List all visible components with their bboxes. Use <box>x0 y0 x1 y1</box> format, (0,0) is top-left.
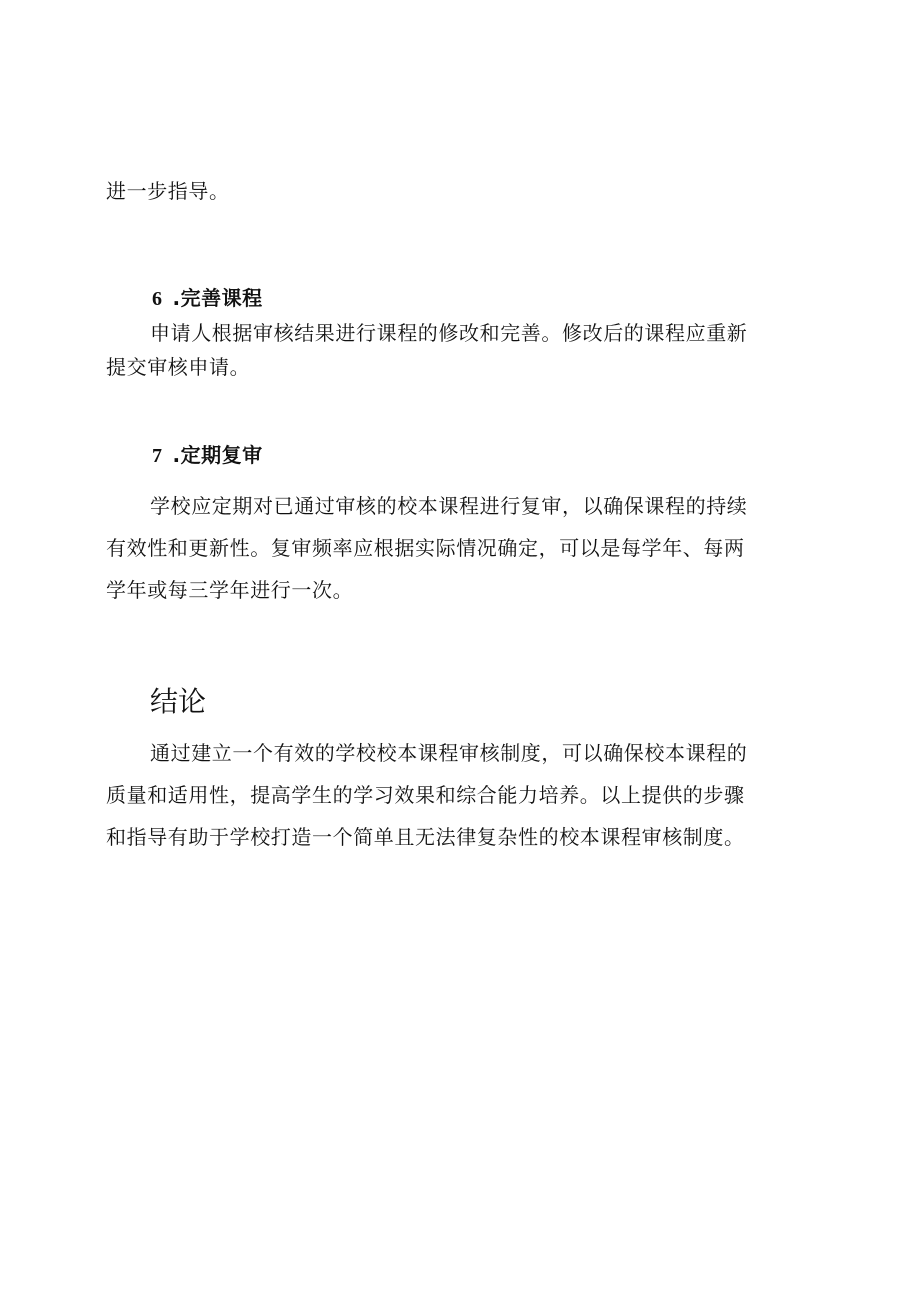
section-6-heading <box>106 283 826 314</box>
section-7-line-1: 学校应定期对已通过审核的校本课程进行复审，以确保课程的持续 <box>150 494 748 518</box>
section-6-title: .完善课程 <box>172 286 263 310</box>
section-6-number: 6 <box>152 288 163 310</box>
section-7-line-3: 学年或每三学年进行一次。 <box>106 578 354 602</box>
section-7-line-2: 有效性和更新性。复审频率应根据实际情况确定，可以是每学年、每两 <box>106 536 745 560</box>
conclusion-section <box>106 682 826 858</box>
section-6-line-1: 申请人根据审核结果进行课程的修改和完善。修改后的课程应重新 <box>150 321 748 345</box>
conclusion-title: 结论 <box>150 685 207 718</box>
section-6 <box>106 283 826 384</box>
conclusion-line-3: 和指导有助于学校打造一个简单且无法律复杂性的校本课程审核制度。 <box>106 825 745 849</box>
continuation-text: 进一步指导。 <box>106 179 230 203</box>
section-6-line-2: 提交审核申请。 <box>106 355 251 379</box>
conclusion-line-2: 质量和适用性，提高学生的学习效果和综合能力培养。以上提供的步骤 <box>106 783 745 807</box>
conclusion-line-1: 通过建立一个有效的学校校本课程审核制度，可以确保校本课程的 <box>150 741 748 765</box>
section-7 <box>106 440 826 611</box>
section-7-title: .定期复审 <box>172 443 263 467</box>
continuation-paragraph <box>106 170 826 212</box>
section-7-heading <box>106 440 826 471</box>
section-7-number: 7 <box>152 445 163 467</box>
